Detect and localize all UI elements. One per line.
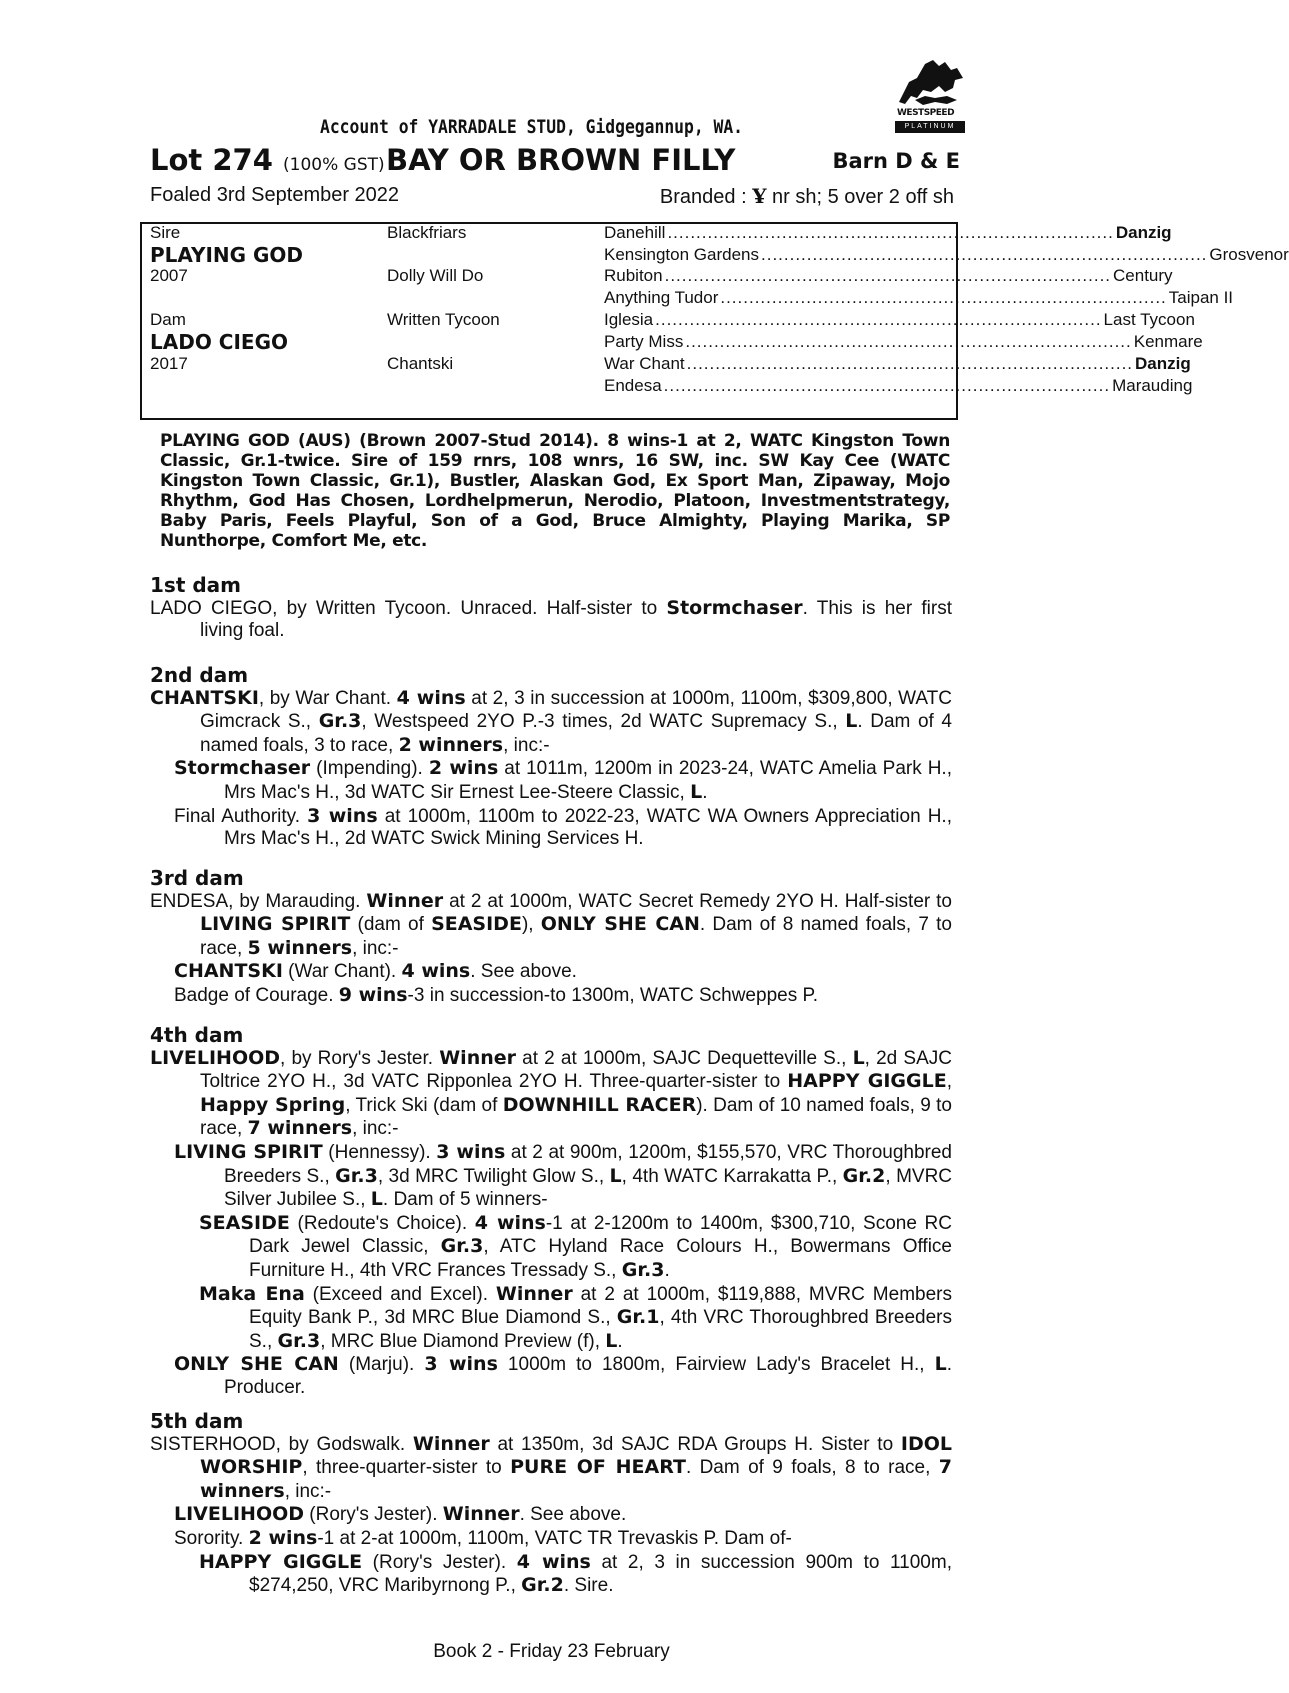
text: . This is her first living foal. bbox=[200, 597, 952, 642]
seg: (Hennessy). bbox=[322, 1141, 437, 1163]
seg: (Redoute's Choice). bbox=[289, 1212, 475, 1234]
brand-mark-icon: Ұ bbox=[752, 184, 767, 208]
ggp-sire: Century bbox=[1113, 266, 1173, 285]
leader-dots: .............................................................................. bbox=[686, 354, 1134, 373]
seg: . Dam of 8 named foals, 7 to race, bbox=[200, 914, 952, 959]
seg: , MVRC Silver Jubilee S., bbox=[224, 1165, 953, 1211]
westspeed-logo bbox=[895, 52, 967, 138]
ggp-name: Kensington Gardens bbox=[604, 245, 759, 264]
dam-label: Dam bbox=[150, 310, 186, 329]
lot-number bbox=[150, 143, 385, 177]
seg: , 4th VRC Thoroughbred Breeders S., bbox=[249, 1307, 952, 1352]
seg: 9 wins bbox=[338, 983, 408, 1006]
seg: L bbox=[690, 780, 703, 803]
progeny-paragraph bbox=[150, 984, 952, 1008]
seg: 2 winners bbox=[398, 733, 504, 756]
seg: L bbox=[370, 1188, 383, 1211]
ggp-name: Rubiton bbox=[604, 266, 663, 285]
seg: . Producer. bbox=[224, 1354, 952, 1398]
progeny-paragraph bbox=[150, 1283, 952, 1354]
leader-dots: .............................................................................. bbox=[664, 266, 1112, 285]
seg: at 1000m, 1100m to 2022-23, WATC WA Owners Appreciation H., Mrs Mac's H., 2d WATC Swick Mining Services H. bbox=[224, 805, 952, 850]
section-heading: 5th dam bbox=[150, 1409, 244, 1433]
seg: Winner bbox=[495, 1282, 573, 1305]
seg: at 1011m, 1200m in 2023-24, WATC Amelia Park H., Mrs Mac's H., 3d WATC Sir Ernest Lee-Steere Classic, bbox=[224, 758, 952, 803]
seg: L bbox=[845, 710, 858, 733]
seg: . Sire. bbox=[563, 1575, 614, 1597]
seg: LIVING SPIRIT bbox=[200, 913, 351, 936]
seg: (Marju). bbox=[338, 1354, 425, 1376]
dam-paragraph bbox=[150, 1433, 952, 1504]
ggp-sire: Marauding bbox=[1112, 376, 1193, 395]
granddam-sire: Dolly Will Do bbox=[387, 266, 484, 285]
grandsire-sire: Blackfriars bbox=[387, 223, 467, 242]
seg: , bbox=[946, 1071, 952, 1093]
seg: , 3d MRC Twilight Glow S., bbox=[377, 1165, 610, 1187]
seg: . bbox=[664, 1259, 670, 1281]
seg: HAPPY GIGGLE bbox=[787, 1070, 947, 1093]
seg: Gr.3 bbox=[335, 1164, 378, 1187]
seg: CHANTSKI bbox=[174, 960, 283, 983]
lot-label: Lot 274 bbox=[150, 143, 273, 177]
seg: DOWNHILL RACER bbox=[502, 1093, 697, 1116]
seg: IDOL WORSHIP bbox=[200, 1432, 952, 1479]
progeny-paragraph bbox=[150, 1551, 952, 1598]
seg: 5 winners bbox=[247, 936, 353, 959]
seg: ), bbox=[521, 914, 541, 936]
progeny-paragraph bbox=[150, 1527, 952, 1551]
first-dam-section bbox=[150, 574, 952, 643]
seg: at 2 at 900m, 1200m, $155,570, VRC Thoroughbred Breeders S., bbox=[224, 1141, 952, 1187]
seg: -1 at 2-1200m to 1400m, $300,710, Scone RC Dark Jewel Classic, bbox=[249, 1212, 952, 1258]
seg: 7 winners bbox=[200, 1456, 952, 1502]
leader-dots: .............................................................................. bbox=[761, 245, 1208, 264]
seg: SISTERHOOD, by Godswalk. bbox=[150, 1433, 413, 1455]
seg: , by War Chant. bbox=[258, 687, 397, 709]
seg: -1 at 2-at 1000m, 1100m, VATC TR Trevaskis P. Dam of- bbox=[317, 1527, 792, 1549]
seg: . Dam of 9 foals, 8 to race, bbox=[685, 1457, 939, 1479]
seg: Happy Spring bbox=[200, 1093, 346, 1116]
fifth-dam-section bbox=[150, 1410, 952, 1598]
vendor-account: Account of YARRADALE STUD, Gidgegannup, WA. bbox=[320, 116, 744, 138]
seg: Gr.3 bbox=[318, 710, 362, 733]
seg: at 2 at 1000m, WATC Secret Remedy 2YO H. Half-sister to bbox=[443, 890, 953, 912]
seg: (dam of bbox=[350, 914, 432, 936]
seg: . See above. bbox=[519, 1504, 627, 1526]
seg: LIVELIHOOD bbox=[150, 1046, 281, 1069]
branded-label: Branded : bbox=[659, 186, 747, 208]
leader-dots: .............................................................................. bbox=[655, 310, 1102, 329]
lot-title: BAY OR BROWN FILLY bbox=[386, 143, 736, 177]
seg: at 1350m, 3d SAJC RDA Groups H. Sister to bbox=[489, 1433, 901, 1455]
seg: . See above. bbox=[470, 961, 577, 983]
seg: Badge of Courage. bbox=[174, 984, 339, 1006]
seg: Winner bbox=[439, 1046, 516, 1069]
seg: Final Authority. bbox=[174, 805, 308, 827]
seg: Winner bbox=[412, 1432, 490, 1455]
seg: 2 wins bbox=[428, 757, 499, 780]
seg: SEASIDE bbox=[199, 1211, 290, 1234]
foaled-date: Foaled 3rd September 2022 bbox=[150, 184, 400, 206]
leader-dots: .............................................................................. bbox=[663, 376, 1111, 395]
sire-label: Sire bbox=[150, 223, 181, 242]
ggp-name: Endesa bbox=[604, 376, 662, 395]
seg: -3 in succession-to 1300m, WATC Schweppes P. bbox=[407, 984, 818, 1006]
progeny-paragraph bbox=[150, 757, 952, 804]
progeny-paragraph bbox=[150, 1503, 952, 1527]
seg: (Impending). bbox=[310, 758, 429, 780]
seg: L bbox=[605, 1329, 618, 1352]
gst-note: (100% GST) bbox=[283, 155, 385, 175]
barn-location: Barn D & E bbox=[832, 149, 960, 173]
seg: Gr.1 bbox=[616, 1306, 660, 1329]
section-heading: 2nd dam bbox=[150, 663, 249, 687]
seg: , three-quarter-sister to bbox=[302, 1457, 511, 1479]
dam-name: LADO CIEGO bbox=[150, 330, 288, 354]
seg: 4 wins bbox=[396, 686, 466, 709]
seg: at 2, 3 in succession 900m to 1100m, $274,250, VRC Maribyrnong P., bbox=[249, 1551, 952, 1597]
seg: , ATC Hyland Race Colours H., Bowermans Office Furniture H., 4th VRC Frances Tressady S., bbox=[249, 1236, 952, 1281]
seg: 4 wins bbox=[516, 1550, 591, 1573]
section-heading: 4th dam bbox=[150, 1023, 244, 1047]
sire-year: 2007 bbox=[150, 266, 188, 285]
leader-dots: .............................................................................. bbox=[667, 223, 1114, 242]
progeny-paragraph bbox=[150, 805, 952, 851]
branded-info bbox=[660, 184, 954, 209]
progeny-paragraph bbox=[150, 960, 952, 984]
seg: 1000m to 1800m, Fairview Lady's Bracelet H., bbox=[497, 1354, 935, 1376]
seg: , 4th WATC Karrakatta P., bbox=[621, 1165, 843, 1187]
ggp-name: Party Miss bbox=[604, 332, 684, 351]
pedigree-table bbox=[140, 222, 1289, 420]
seg: (Exceed and Excel). bbox=[304, 1283, 496, 1305]
section-heading: 3rd dam bbox=[150, 866, 244, 890]
seg: (War Chant). bbox=[282, 961, 402, 983]
lot-header bbox=[150, 143, 960, 179]
logo-text-westspeed: WESTSPEED bbox=[897, 108, 955, 118]
ggp-row bbox=[604, 266, 1173, 286]
ggp-row bbox=[604, 376, 1193, 396]
seg: ONLY SHE CAN bbox=[174, 1353, 339, 1376]
seg: Winner bbox=[366, 889, 444, 912]
seg: 3 wins bbox=[424, 1353, 498, 1376]
ggp-name: Iglesia bbox=[604, 310, 654, 329]
seg: . Dam of 5 winners- bbox=[382, 1189, 548, 1211]
seg: PURE OF HEART bbox=[510, 1456, 686, 1479]
leader-dots: .............................................................................. bbox=[685, 332, 1132, 351]
dam-paragraph bbox=[150, 890, 952, 961]
progeny-paragraph bbox=[150, 1141, 952, 1212]
fourth-dam-section bbox=[150, 1024, 952, 1400]
seg: at 2 at 1000m, $119,888, MVRC Members Equity Bank P., 3d MRC Blue Diamond S., bbox=[249, 1283, 952, 1329]
dam-year: 2017 bbox=[150, 354, 188, 373]
seg: Gr.3 bbox=[621, 1258, 665, 1281]
sire-name: PLAYING GOD bbox=[150, 243, 304, 267]
seg: , by Rory's Jester. bbox=[280, 1047, 440, 1069]
seg: ENDESA, by Marauding. bbox=[150, 890, 367, 912]
seg: at 2, 3 in succession at 1000m, 1100m, $309,800, WATC Gimcrack S., bbox=[200, 687, 952, 733]
seg: ). Dam of 10 named foals, 9 to race, bbox=[200, 1094, 952, 1140]
seg: , inc:- bbox=[503, 734, 550, 756]
leader-dots: .............................................................................. bbox=[720, 288, 1167, 307]
seg: 3 wins bbox=[436, 1140, 506, 1163]
seg: (Rory's Jester). bbox=[304, 1504, 443, 1526]
dam-paragraph bbox=[150, 1047, 952, 1141]
seg: Gr.2 bbox=[842, 1164, 886, 1187]
seg: , inc:- bbox=[352, 1118, 399, 1140]
seg: Sorority. bbox=[174, 1527, 249, 1549]
ggp-sire: Danzig bbox=[1135, 354, 1191, 373]
ggp-row bbox=[604, 310, 1195, 330]
seg: , inc:- bbox=[284, 1480, 332, 1502]
seg: (Rory's Jester). bbox=[362, 1551, 517, 1573]
seg: . bbox=[702, 781, 708, 803]
ggp-row bbox=[604, 288, 1234, 308]
text: LADO CIEGO, by Written Tycoon. Unraced. Half-sister to bbox=[150, 597, 667, 619]
horse-name: Stormchaser bbox=[666, 596, 803, 619]
seg: L bbox=[609, 1164, 622, 1187]
seg: , Westspeed 2YO P.-3 times, 2d WATC Supremacy S., bbox=[361, 711, 846, 733]
seg: Gr.3 bbox=[440, 1235, 484, 1258]
seg: 7 winners bbox=[247, 1117, 353, 1140]
seg: Maka Ena bbox=[199, 1282, 305, 1305]
seg: SEASIDE bbox=[431, 913, 522, 936]
seg: Winner bbox=[442, 1503, 520, 1526]
grandsire-dam: Written Tycoon bbox=[387, 310, 500, 329]
ggp-row bbox=[604, 245, 1289, 265]
ggp-name: War Chant bbox=[604, 354, 685, 373]
seg: HAPPY GIGGLE bbox=[199, 1550, 363, 1573]
seg: . Dam of 4 named foals, 3 to race, bbox=[200, 711, 953, 756]
ggp-sire: Grosvenor bbox=[1209, 245, 1289, 264]
dam-paragraph bbox=[150, 687, 952, 758]
ggp-sire: Danzig bbox=[1115, 223, 1172, 242]
second-dam-section bbox=[150, 664, 952, 851]
seg: LIVELIHOOD bbox=[174, 1503, 305, 1526]
seg: , MRC Blue Diamond Preview (f), bbox=[320, 1330, 606, 1352]
ggp-name: Anything Tudor bbox=[604, 288, 719, 307]
horse-racing-logo-icon bbox=[895, 52, 967, 108]
seg: L bbox=[934, 1353, 947, 1376]
ggp-name: Danehill bbox=[604, 223, 666, 242]
granddam-dam: Chantski bbox=[387, 354, 454, 373]
ggp-row bbox=[604, 332, 1203, 352]
branded-text: nr sh; 5 over 2 off sh bbox=[772, 186, 954, 208]
seg: LIVING SPIRIT bbox=[174, 1140, 323, 1163]
section-heading: 1st dam bbox=[150, 573, 241, 597]
progeny-paragraph bbox=[150, 1212, 952, 1283]
seg: , Trick Ski (dam of bbox=[345, 1094, 503, 1116]
seg: 2 wins bbox=[248, 1526, 318, 1549]
seg: , inc:- bbox=[352, 937, 399, 959]
ggp-sire: Kenmare bbox=[1133, 332, 1203, 351]
third-dam-section bbox=[150, 867, 952, 1008]
logo-text-platinum: PLATINUM bbox=[895, 121, 965, 133]
seg: . bbox=[617, 1330, 623, 1352]
seg: 4 wins bbox=[401, 960, 471, 983]
seg: CHANTSKI bbox=[150, 686, 259, 709]
page-footer: Book 2 - Friday 23 February bbox=[433, 1641, 670, 1662]
seg: Gr.3 bbox=[277, 1329, 321, 1352]
seg: 3 wins bbox=[307, 804, 378, 827]
ggp-row bbox=[604, 354, 1191, 374]
seg: 4 wins bbox=[474, 1211, 546, 1234]
ggp-sire: Taipan II bbox=[1168, 288, 1234, 307]
ggp-sire: Last Tycoon bbox=[1103, 310, 1195, 329]
seg: ONLY SHE CAN bbox=[540, 913, 700, 936]
seg: L bbox=[852, 1046, 865, 1069]
ggp-row bbox=[604, 223, 1172, 243]
sire-summary: PLAYING GOD (AUS) (Brown 2007-Stud 2014). 8 wins-1 at 2, WATC Kingston Town Classic, Gr.1-twice. Sire of 159 rnrs, 108 wnrs, 16 SW, inc. SW Kay Cee (WATC Kingston Town Classic, Gr.1), Bustler, Alaskan God, Ex Sport Man, Zipaway, Mojo Rhythm, God Has Chosen, Lordhelpmerun, Nerodio, Platoon, Investmentstrategy, Baby Paris, Feels Playful, Son of a God, Bruce Almighty, Playing Marika, SP Nunthorpe, Comfort Me, etc. bbox=[160, 431, 950, 551]
progeny-paragraph bbox=[150, 1353, 952, 1399]
seg: at 2 at 1000m, SAJC Dequetteville S., bbox=[516, 1047, 853, 1069]
seg: Stormchaser bbox=[174, 757, 311, 780]
seg: Gr.2 bbox=[521, 1574, 564, 1597]
seg: , 2d SAJC Toltrice 2YO H., 3d VATC Ripponlea 2YO H. Three-quarter-sister to bbox=[200, 1047, 952, 1093]
dam-paragraph bbox=[150, 597, 952, 643]
